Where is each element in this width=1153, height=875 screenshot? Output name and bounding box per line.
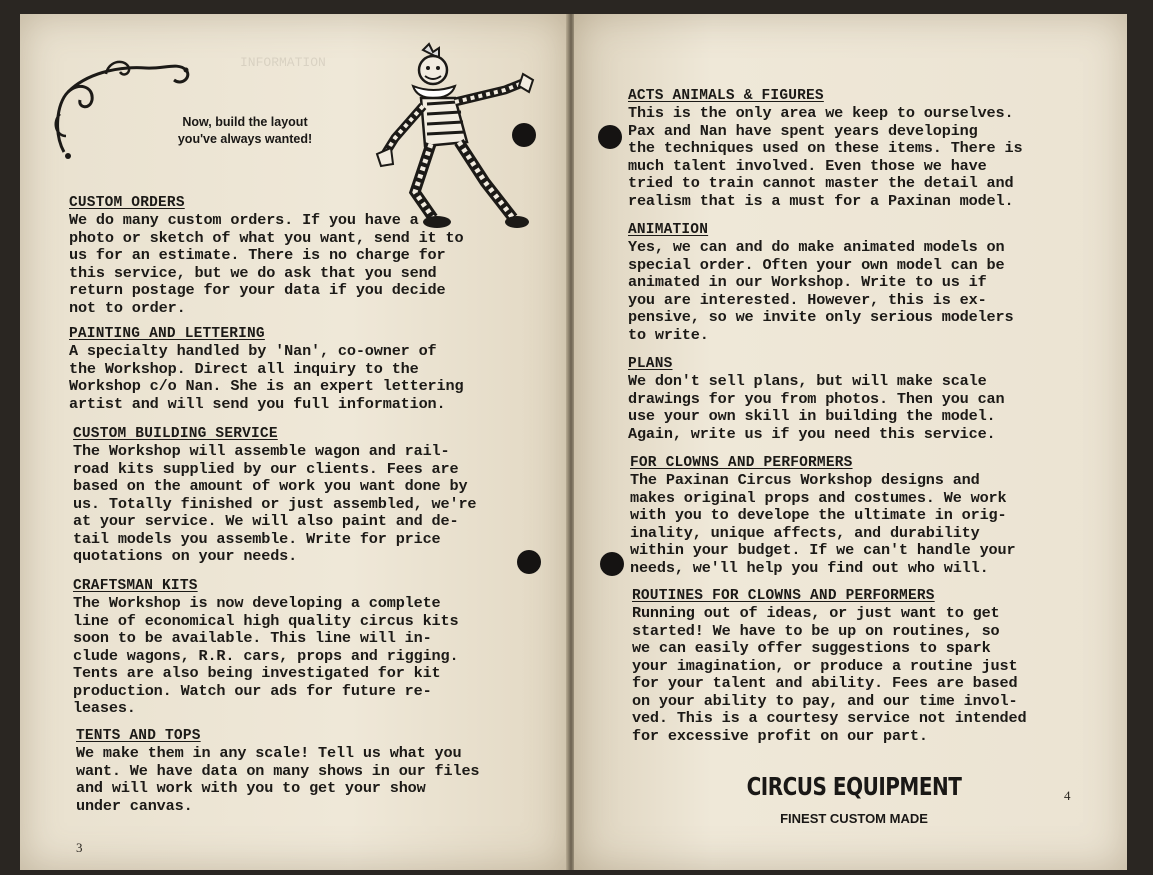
left-page	[20, 14, 568, 870]
section-heading: CUSTOM ORDERS	[69, 195, 185, 211]
punch-hole	[517, 550, 541, 574]
section-line: you are interested. However, this is ex-	[628, 290, 987, 309]
section-line: for your talent and ability. Fees are based	[632, 674, 1018, 692]
section-heading: PAINTING AND LETTERING	[69, 326, 265, 342]
section-line: clude wagons, R.R. cars, props and rigging.	[73, 646, 459, 665]
section-line: Pax and Nan have spent years developing	[628, 121, 978, 140]
section-line: not to order.	[69, 298, 186, 317]
section-line: Again, write us if you need this service.	[628, 424, 996, 443]
section-custom-building	[73, 424, 476, 566]
right-page	[574, 14, 1127, 870]
section-heading: ACTS ANIMALS & FIGURES	[628, 88, 824, 104]
section-heading: CUSTOM BUILDING SERVICE	[73, 426, 278, 442]
punch-hole	[600, 552, 624, 576]
section-line: want. We have data on many shows in our files	[76, 761, 480, 780]
page-number: 4	[1064, 788, 1071, 803]
section-line: A specialty handled by 'Nan', co-owner of	[69, 342, 437, 360]
clown-tagline	[170, 114, 320, 148]
section-clowns-performers	[630, 453, 1015, 577]
section-line: ved. This is a courtesy service not intended	[632, 709, 1027, 727]
section-line: tried to train cannot master the detail and	[628, 174, 1014, 192]
section-line: The Paxinan Circus Workshop designs and	[630, 471, 980, 489]
section-line: the techniques used on these items. There is	[628, 139, 1023, 157]
brand-title: CIRCUS EQUIPMENT	[746, 771, 962, 801]
section-heading: ROUTINES FOR CLOWNS AND PERFORMERS	[632, 588, 935, 604]
section-custom-orders	[69, 193, 463, 317]
section-line: much talent involved. Even those we have	[628, 156, 987, 175]
section-line: inality, unique affects, and durability	[630, 523, 980, 542]
section-line: road kits supplied by our clients. Fees are	[73, 459, 459, 478]
section-line: production. Watch our ads for future re-	[73, 681, 432, 700]
section-plans	[628, 354, 1005, 443]
section-line: within your budget. If we can't handle your	[630, 541, 1016, 559]
punch-hole	[512, 123, 536, 147]
section-animation	[628, 220, 1013, 344]
section-line: drawings for you from photos. Then you can	[628, 389, 1005, 408]
section-line: line of economical high quality circus kits	[73, 611, 459, 630]
section-routines	[632, 586, 1026, 745]
section-line: animated in our Workshop. Write to us if	[628, 273, 987, 291]
section-line: Workshop c/o Nan. She is an expert lettering	[69, 377, 464, 395]
section-line: leases.	[73, 699, 136, 717]
section-line: The Workshop is now developing a complete	[73, 594, 441, 612]
section-line: on your ability to pay, and our time invol-	[632, 691, 1018, 710]
section-line: We don't sell plans, but will make scale	[628, 372, 987, 390]
section-line: We do many custom orders. If you have a	[69, 211, 419, 229]
tagline-line-1: Now, build the layout	[182, 115, 308, 129]
section-heading: CRAFTSMAN KITS	[73, 578, 198, 594]
section-line: Yes, we can and do make animated models on	[628, 238, 1005, 256]
section-line: your imagination, or produce a routine just	[632, 656, 1018, 675]
section-line: We make them in any scale! Tell us what you	[76, 744, 462, 762]
section-line: us for an estimate. There is no charge for	[69, 246, 446, 264]
section-line: The Workshop will assemble wagon and rail-	[73, 442, 450, 460]
section-heading: TENTS AND TOPS	[76, 728, 201, 744]
tagline-line-2: you've always wanted!	[177, 132, 313, 146]
section-line: This is the only area we keep to ourselves.	[628, 104, 1014, 122]
section-line: makes original props and costumes. We work	[630, 488, 1007, 507]
section-line: to write.	[628, 325, 709, 344]
section-line: needs, we'll help you find out who will.	[630, 558, 989, 577]
section-acts-animals	[628, 86, 1022, 210]
section-painting-lettering	[69, 324, 463, 413]
page-number: 3	[76, 840, 83, 855]
section-line: started! We have to be up on routines, so	[632, 621, 1000, 640]
section-line: artist and will send you full information.	[69, 394, 446, 413]
section-line: quotations on your needs.	[73, 547, 298, 565]
section-line: realism that is a must for a Paxinan model.	[628, 191, 1014, 210]
section-line: use your own skill in building the model.	[628, 407, 996, 425]
section-line: this service, but we do ask that you send	[69, 263, 437, 282]
section-line: photo or sketch of what you want, send it to	[69, 228, 464, 247]
section-line: for excessive profit on our part.	[632, 726, 928, 745]
section-line: under canvas.	[76, 796, 193, 815]
section-line: we can easily offer suggestions to spark	[632, 639, 991, 657]
section-line: and will work with you to get your show	[76, 779, 426, 797]
section-line: pensive, so we invite only serious modelers	[628, 308, 1014, 326]
section-tents-tops	[76, 726, 479, 815]
section-line: special order. Often your own model can be	[628, 255, 1005, 274]
section-heading: FOR CLOWNS AND PERFORMERS	[630, 455, 853, 471]
section-line: tail models you assemble. Write for price	[73, 529, 441, 548]
section-line: at your service. We will also paint and de-	[73, 512, 459, 530]
section-heading: ANIMATION	[628, 222, 709, 238]
section-line: based on the amount of work you want done by	[73, 477, 468, 495]
section-line: us. Totally finished or just assembled, we're	[73, 494, 477, 513]
scroll-ornament-icon	[46, 44, 196, 174]
section-heading: PLANS	[628, 356, 673, 372]
brand-subtitle: FINEST CUSTOM MADE	[780, 811, 928, 826]
section-line: soon to be available. This line will in-	[73, 629, 432, 647]
punch-hole	[598, 125, 622, 149]
show-through-text: INFORMATION	[240, 55, 326, 70]
section-line: with you to develope the ultimate in orig-	[630, 506, 1007, 524]
section-line: Tents are also being investigated for kit	[73, 664, 441, 682]
section-line: the Workshop. Direct all inquiry to the	[69, 359, 419, 378]
section-line: Running out of ideas, or just want to get	[632, 604, 1000, 622]
section-craftsman-kits	[73, 576, 458, 718]
section-line: return postage for your data if you decide	[69, 281, 446, 299]
